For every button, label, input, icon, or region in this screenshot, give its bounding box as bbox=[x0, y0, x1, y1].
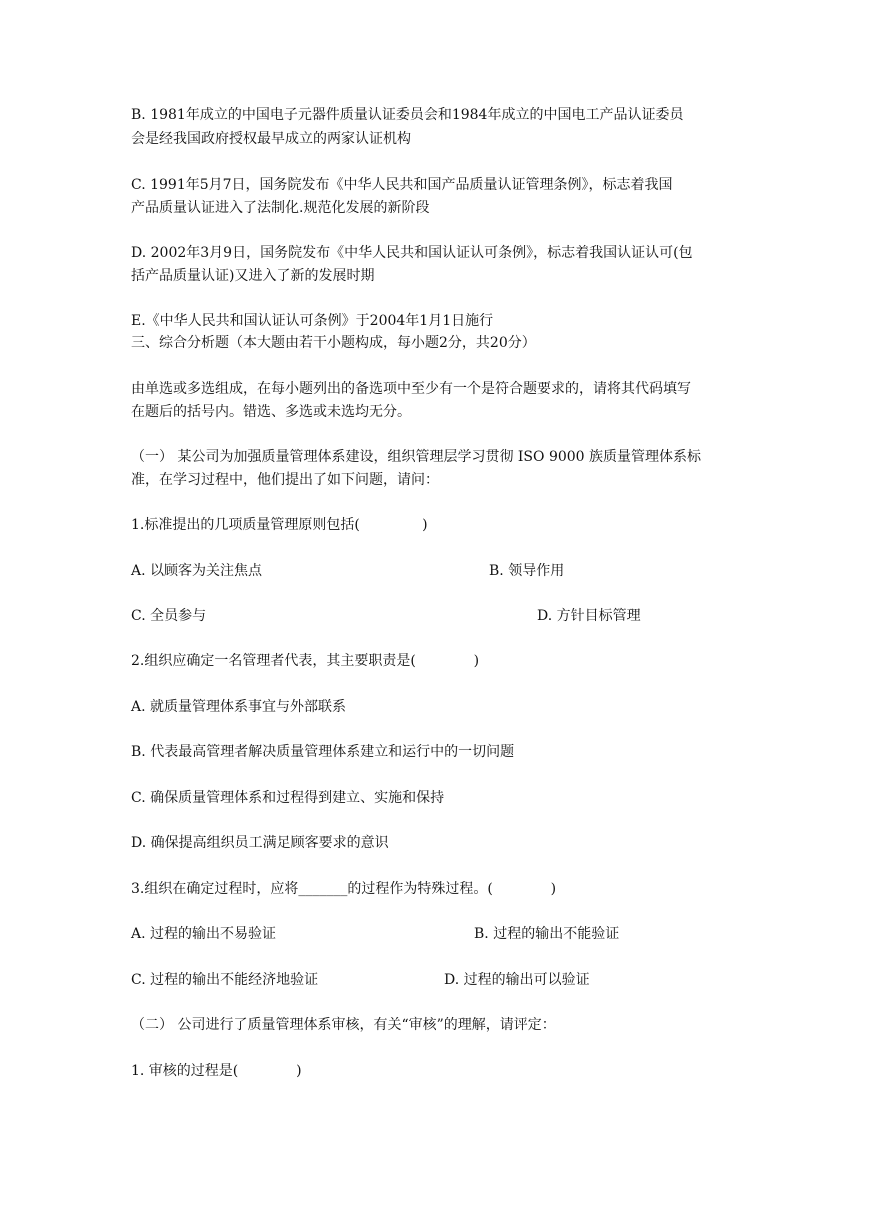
option-c-line-1: C. 1991年5月7日，国务院发布《中华人民共和国产品质量认证管理条例》，标志着我国 bbox=[131, 177, 673, 193]
question-2-option-c: C. 确保质量管理体系和过程得到建立、实施和保持 bbox=[131, 790, 445, 806]
question-3-option-b: B. 过程的输出不能验证 bbox=[474, 926, 620, 942]
option-b-line-2: 会是经我国政府授权最早成立的两家认证机构 bbox=[131, 131, 411, 147]
question-2-option-d: D. 确保提高组织员工满足顾客要求的意识 bbox=[131, 835, 389, 851]
option-c-line-2: 产品质量认证进入了法制化.规范化发展的新阶段 bbox=[131, 200, 430, 216]
question-3-option-d: D. 过程的输出可以验证 bbox=[444, 972, 590, 988]
question-3: 3.组织在确定过程时，应将_______的过程作为特殊过程。( ) bbox=[131, 881, 557, 897]
section-3-title: 三、综合分析题（本大题由若干小题构成，每小题2分，共20分） bbox=[131, 335, 536, 351]
option-b-line-1: B. 1981年成立的中国电子元器件质量认证委员会和1984年成立的中国电工产品认证委员 bbox=[131, 107, 684, 123]
instructions-line-1: 由单选或多选组成，在每小题列出的备选项中至少有一个是符合题要求的，请将其代码填写 bbox=[131, 381, 691, 397]
case-1-line-2: 准，在学习过程中，他们提出了如下问题，请问： bbox=[131, 472, 439, 488]
question-1-option-d: D. 方针目标管理 bbox=[537, 608, 641, 624]
question-1-option-b: B. 领导作用 bbox=[489, 563, 565, 579]
question-4: 1. 审核的过程是( ) bbox=[131, 1063, 302, 1079]
question-2: 2.组织应确定一名管理者代表，其主要职责是( ) bbox=[131, 653, 480, 669]
question-2-option-a: A. 就质量管理体系事宜与外部联系 bbox=[131, 699, 347, 715]
option-d-line-2: 括产品质量认证)又进入了新的发展时期 bbox=[131, 268, 375, 284]
question-1: 1.标准提出的几项质量管理原则包括( ) bbox=[131, 517, 428, 533]
question-1-option-a: A. 以顾客为关注焦点 bbox=[131, 563, 263, 579]
case-1-line-1: （一） 某公司为加强质量管理体系建设，组织管理层学习贯彻 ISO 9000 族质量管理体系标 bbox=[131, 449, 702, 465]
question-2-option-b: B. 代表最高管理者解决质量管理体系建立和运行中的一切问题 bbox=[131, 744, 515, 760]
question-1-option-c: C. 全员参与 bbox=[131, 608, 207, 624]
case-2-line: （二） 公司进行了质量管理体系审核，有关“审核”的理解，请评定： bbox=[131, 1017, 556, 1033]
option-d-line-1: D. 2002年3月9日，国务院发布《中华人民共和国认证认可条例》，标志着我国认证认可(包 bbox=[131, 245, 693, 261]
question-3-option-a: A. 过程的输出不易验证 bbox=[131, 926, 277, 942]
instructions-line-2: 在题后的括号内。错选、多选或未选均无分。 bbox=[131, 404, 411, 420]
question-3-option-c: C. 过程的输出不能经济地验证 bbox=[131, 972, 319, 988]
option-e-line: E.《中华人民共和国认证认可条例》于2004年1月1日施行 bbox=[131, 313, 494, 329]
